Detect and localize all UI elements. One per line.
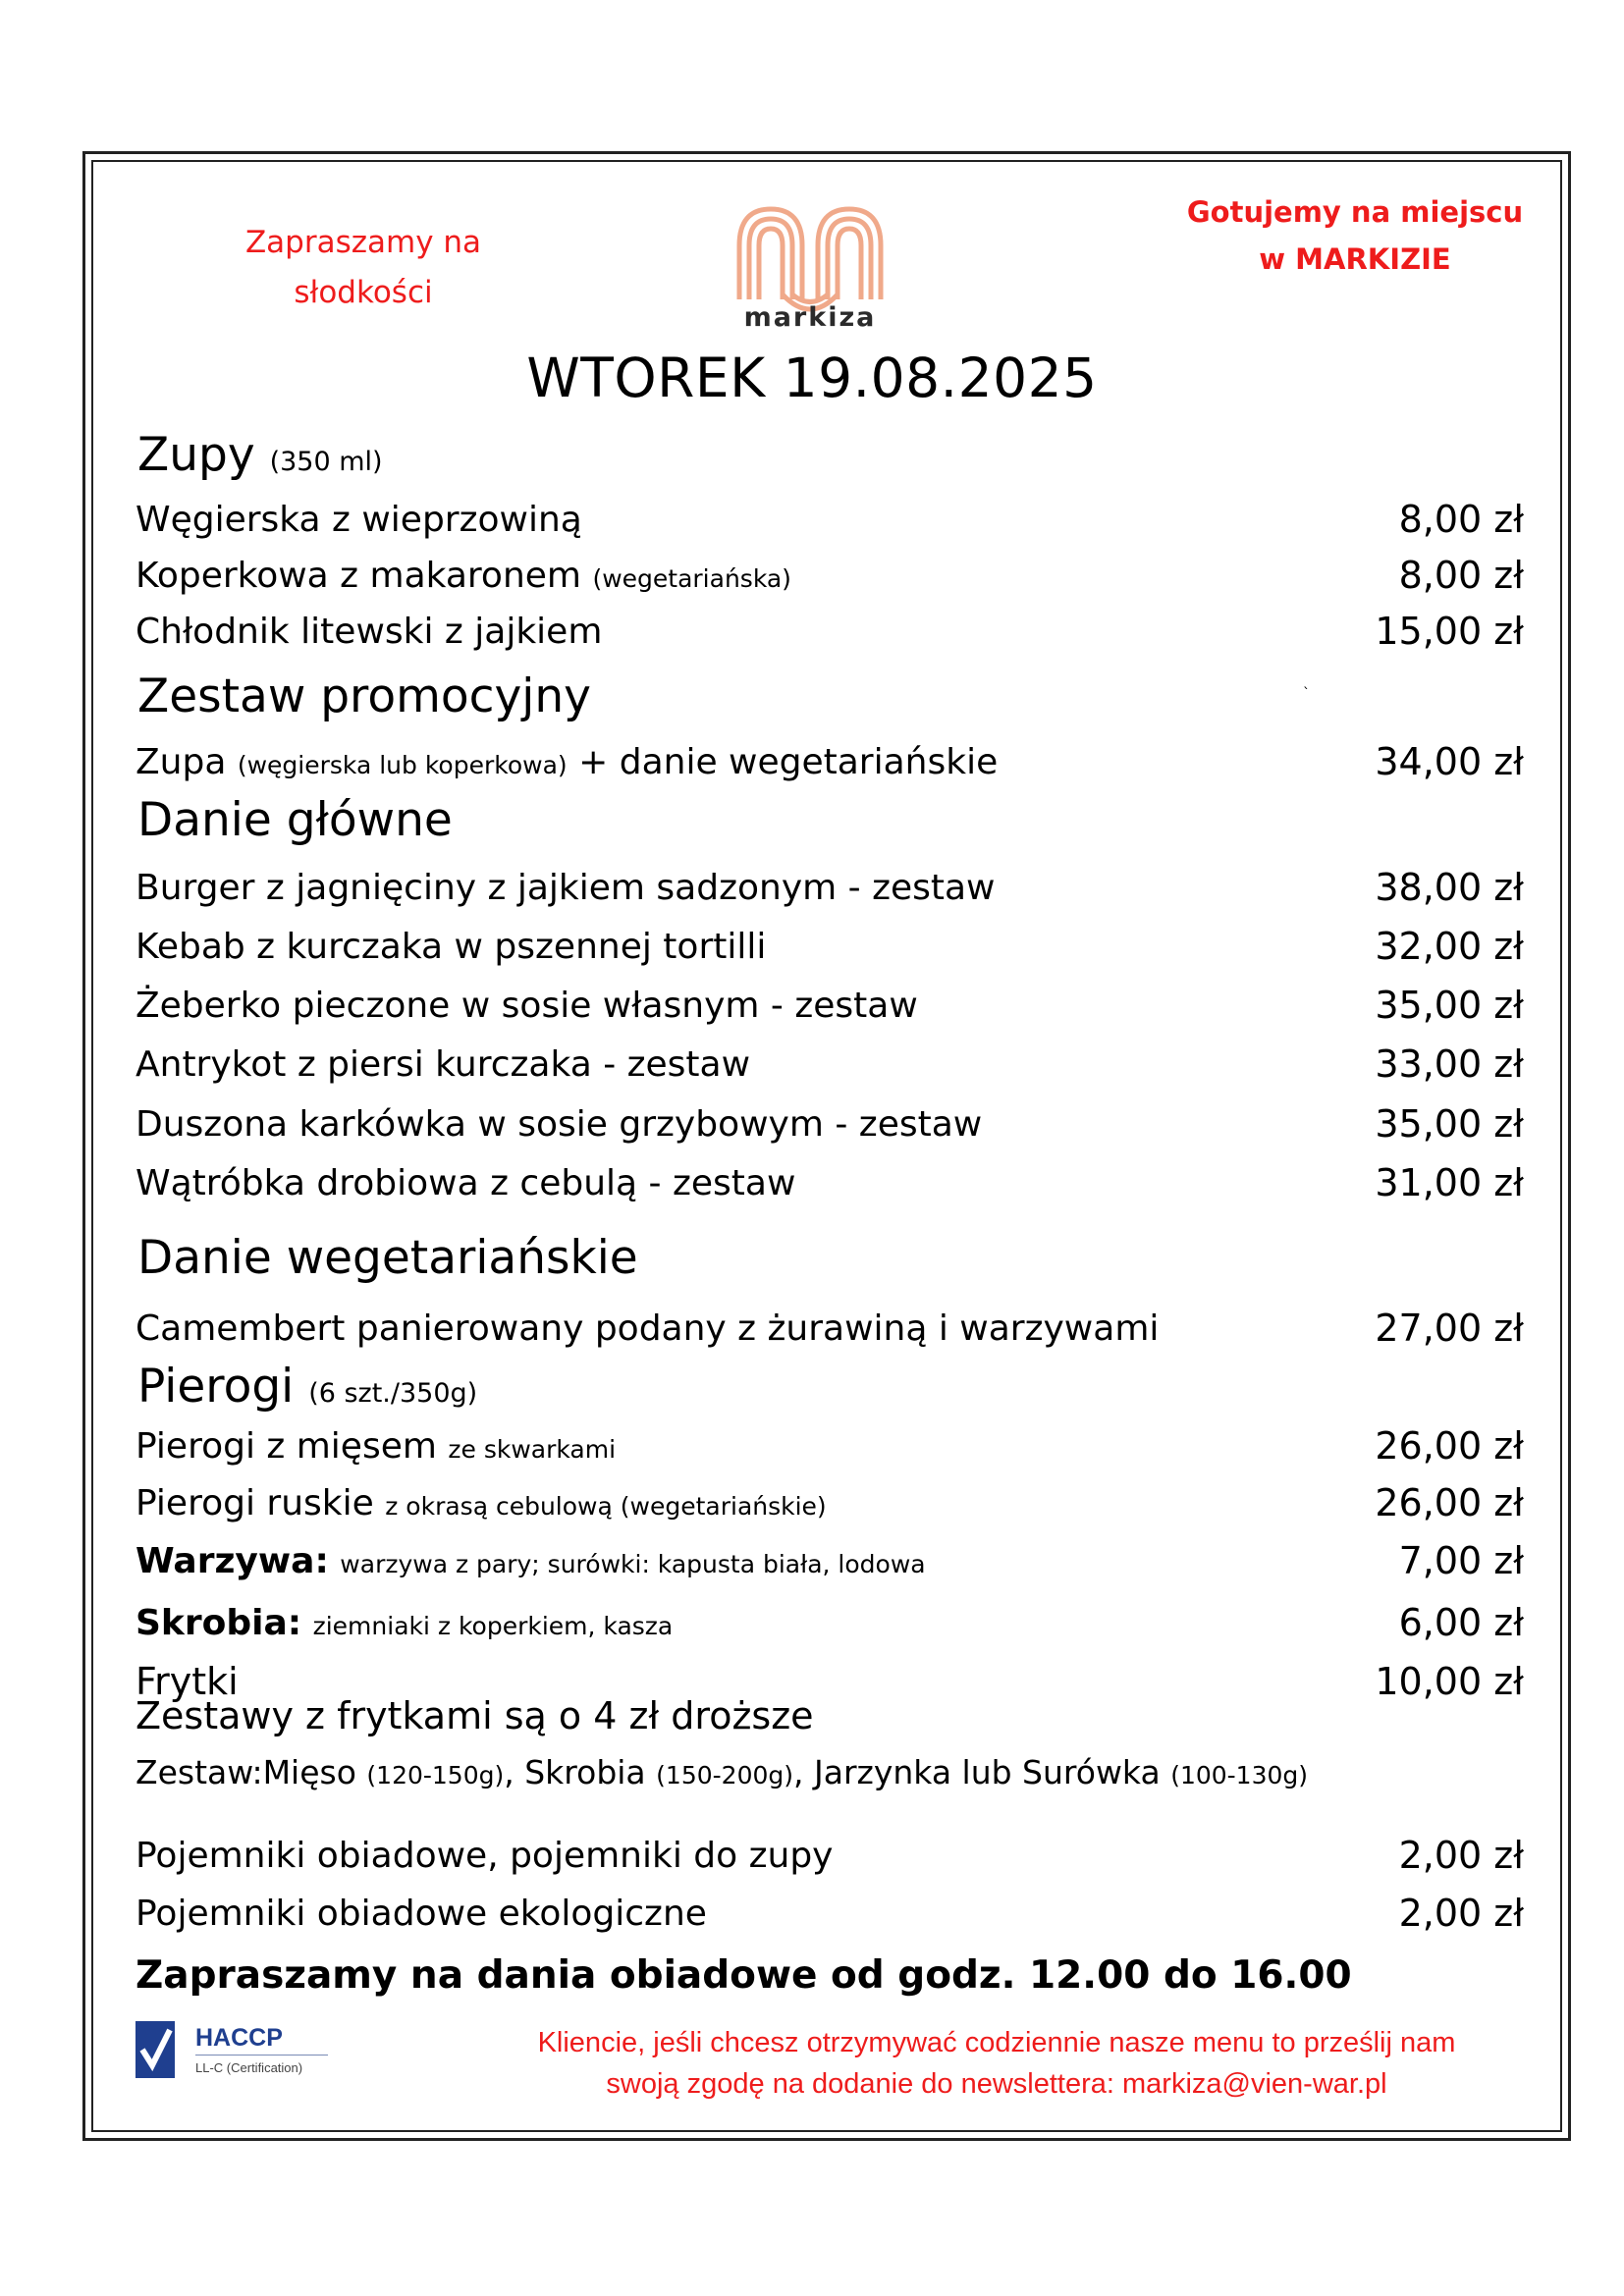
menu-item-name: Pojemniki obiadowe ekologiczne [135, 1893, 707, 1934]
menu-item-price: 31,00 zł [1375, 1161, 1524, 1204]
menu-item [135, 492, 1524, 547]
menu-item-price: 38,00 zł [1375, 866, 1524, 909]
menu-item-name: Węgierska z wieprzowiną [135, 499, 582, 540]
newsletter-line2: swoją zgodę na dodanie do newslettera: markiza@vien-war.pl [606, 2068, 1387, 2100]
menu-item [135, 734, 1524, 789]
pierogi-heading-text: Pierogi [137, 1360, 295, 1414]
menu-item-label [135, 742, 1375, 782]
menu-item-price: 35,00 zł [1375, 984, 1524, 1027]
menu-item-label [135, 1603, 1399, 1643]
menu-item-price: 27,00 zł [1375, 1307, 1524, 1350]
set-composition-meat: Zestaw:Mięso [135, 1753, 356, 1791]
newsletter-line1: Kliencie, jeśli chcesz otrzymywać codziennie nasze menu to prześlij nam [537, 2027, 1456, 2058]
menu-item-name: Camembert panierowany podany z żurawiną i warzywami [135, 1308, 1160, 1349]
mains-heading: Danie główne [137, 793, 453, 847]
menu-item-price: 8,00 zł [1398, 498, 1524, 541]
menu-item-note: z okrasą cebulową (wegetariańskie) [385, 1491, 827, 1521]
promo-set-name-a: Zupa [135, 741, 227, 782]
menu-item-name: Frytki [135, 1660, 239, 1703]
haccp-subtitle: LL-C (Certification) [195, 2060, 303, 2075]
menu-item-note: ze skwarkami [448, 1434, 617, 1464]
sweets-promo [216, 218, 511, 318]
menu-item-name: Duszona karkówka w sosie grzybowym - zestaw [135, 1103, 983, 1145]
menu-item-price: 26,00 zł [1375, 1424, 1524, 1468]
menu-item-price: 33,00 zł [1375, 1042, 1524, 1086]
haccp-divider [195, 2055, 328, 2056]
menu-item-price: 15,00 zł [1375, 610, 1524, 653]
soups-heading-text: Zupy [137, 428, 255, 482]
haccp-title: HACCP [195, 2024, 283, 2052]
soups-heading [137, 428, 383, 482]
menu-item-name: Chłodnik litewski z jajkiem [135, 611, 603, 652]
menu-item-name: Koperkowa z makaronem [135, 555, 581, 596]
page-title: WTOREK 19.08.2025 [526, 347, 1098, 409]
menu-item-price: 34,00 zł [1375, 740, 1524, 783]
cooking-promo-line1: Gotujemy na miejscu [1186, 195, 1524, 229]
set-composition-veg-note: (100-130g) [1170, 1761, 1309, 1789]
promo-set-heading: Zestaw promocyjny [137, 669, 591, 723]
menu-item-price: 8,00 zł [1398, 554, 1524, 597]
vegetarian-heading: Danie wegetariańskie [137, 1231, 638, 1285]
menu-item-name: Burger z jagnięciny z jajkiem sadzonym - zestaw [135, 867, 996, 908]
menu-item [135, 860, 1524, 915]
menu-item [135, 978, 1524, 1033]
lunch-hours-text: Zapraszamy na dania obiadowe od godz. 12.00 do 16.00 [135, 1953, 1352, 1998]
stray-mark: ` [1303, 686, 1310, 702]
menu-item-price: 6,00 zł [1398, 1601, 1524, 1644]
soups-heading-note: (350 ml) [269, 447, 383, 477]
menu-item [135, 1418, 1524, 1473]
menu-item-name: Kebab z kurczaka w pszennej tortilli [135, 926, 767, 967]
menu-item-price: 10,00 zł [1375, 1660, 1524, 1703]
menu-item-price: 32,00 zł [1375, 925, 1524, 968]
menu-item-name: Pojemniki obiadowe, pojemniki do zupy [135, 1835, 834, 1876]
menu-item [135, 1155, 1524, 1210]
menu-item-label [135, 1483, 1375, 1523]
menu-item-name: Pierogi ruskie [135, 1482, 374, 1523]
logo-wordmark: markiza [743, 302, 877, 333]
menu-item-price: 2,00 zł [1398, 1892, 1524, 1935]
cooking-promo [1159, 188, 1551, 283]
promo-set-name-b: + danie wegetariańskie [578, 741, 999, 782]
menu-item-label [135, 1426, 1375, 1467]
menu-item [135, 1533, 1524, 1588]
menu-item-price: 26,00 zł [1375, 1481, 1524, 1524]
menu-item [135, 604, 1524, 659]
menu-item [135, 1886, 1524, 1941]
newsletter-info [432, 2022, 1561, 2105]
cooking-promo-line2: w MARKIZIE [1259, 242, 1451, 276]
pierogi-heading-note: (6 szt./350g) [308, 1378, 478, 1409]
menu-item-price: 7,00 zł [1398, 1539, 1524, 1582]
sweets-promo-line2: słodkości [294, 275, 433, 310]
menu-item [135, 1475, 1524, 1530]
pierogi-heading [137, 1360, 477, 1414]
menu-item-name: Wątróbka drobiowa z cebulą - zestaw [135, 1162, 796, 1203]
set-composition [135, 1753, 1308, 1791]
menu-item-name: Antrykot z piersi kurczaka - zestaw [135, 1043, 751, 1085]
vegetables-label: Warzywa: [135, 1540, 329, 1581]
menu-item [135, 919, 1524, 974]
menu-item [135, 1037, 1524, 1092]
menu-item [135, 1301, 1524, 1356]
menu-item-label [135, 1541, 1399, 1581]
menu-item-note: (wegetariańska) [592, 563, 791, 593]
menu-item-label [135, 556, 1399, 596]
starch-label: Skrobia: [135, 1602, 302, 1643]
menu-item-name: Pierogi z mięsem [135, 1425, 437, 1467]
menu-item-name: Żeberko pieczone w sosie własnym - zestaw [135, 985, 918, 1026]
menu-item-price: 35,00 zł [1375, 1102, 1524, 1146]
starch-note: ziemniaki z koperkiem, kasza [312, 1611, 674, 1640]
promo-set-note: (węgierska lub koperkowa) [237, 750, 568, 779]
menu-item [135, 1828, 1524, 1883]
haccp-check-icon [135, 2020, 176, 2079]
menu-item [135, 1595, 1524, 1650]
set-composition-starch: , Skrobia [504, 1753, 646, 1791]
menu-item [135, 1096, 1524, 1151]
menu-item-price: 2,00 zł [1398, 1834, 1524, 1877]
set-composition-meat-note: (120-150g) [366, 1761, 505, 1789]
sweets-promo-line1: Zapraszamy na [244, 225, 482, 260]
set-composition-veg: , Jarzynka lub Surówka [793, 1753, 1161, 1791]
haccp-badge [135, 2020, 331, 2083]
vegetables-note: warzywa z pary; surówki: kapusta biała, lodowa [340, 1549, 926, 1578]
fries-set-info: Zestawy z frytkami są o 4 zł droższe [135, 1694, 814, 1737]
menu-item [135, 548, 1524, 603]
set-composition-starch-note: (150-200g) [656, 1761, 794, 1789]
